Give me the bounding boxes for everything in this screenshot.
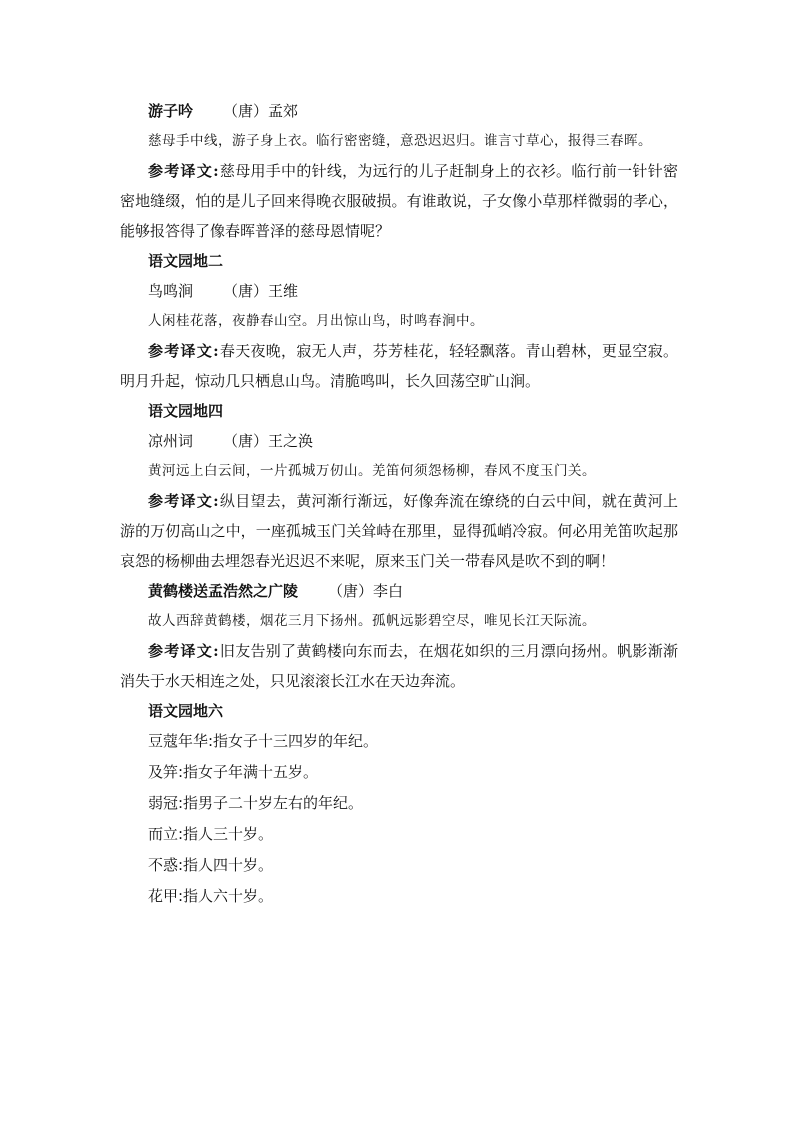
translation-label: 参考译文: (148, 162, 220, 180)
translation-label: 参考译文: (148, 492, 220, 510)
poem-author: （唐）王维 (223, 282, 299, 300)
poem-text: 黄河远上白云间，一片孤城万仞山。羌笛何须怨杨柳，春风不度玉门关。 (148, 463, 596, 479)
poem-author: （唐）李白 (328, 582, 404, 600)
poem-text: 人闲桂花落，夜静春山空。月出惊山鸟，时鸣春涧中。 (148, 313, 484, 329)
term-item: 弱冠:指男子二十岁左右的年纪。 (148, 794, 364, 812)
translation-text: 春天夜晚，寂无人声，芬芳桂花，轻轻飘落。青山碧林，更显空寂。明月升起，惊动几只栖息山鸟。清脆鸣叫，长久回荡空旷山涧。 (120, 342, 678, 390)
poem-title: 鸟鸣涧 (148, 282, 194, 300)
translation-text: 慈母用手中的针线，为远行的儿子赶制身上的衣衫。临行前一针针密密地缝缀，怕的是儿子回来得晚衣服破损。有谁敢说，子女像小草那样微弱的孝心，能够报答得了像春晖普泽的慈母恩情呢？ (120, 162, 678, 240)
poem-author: （唐）王之涣 (223, 432, 314, 450)
term-item: 豆蔻年华:指女子十三四岁的年纪。 (148, 732, 379, 750)
section-heading: 语文园地四 (148, 402, 224, 420)
poem-text: 故人西辞黄鹤楼，烟花三月下扬州。孤帆远影碧空尽，唯见长江天际流。 (148, 613, 596, 629)
poem-text: 慈母手中线，游子身上衣。临行密密缝，意恐迟迟归。谁言寸草心，报得三春晖。 (148, 133, 652, 149)
translation-label: 参考译文: (148, 342, 220, 360)
translation-text: 纵目望去，黄河渐行渐远，好像奔流在缭绕的白云中间，就在黄河上游的万仞高山之中，一座孤城玉门关耸峙在那里，显得孤峭冷寂。何必用羌笛吹起那哀怨的杨柳曲去埋怨春光迟迟不来呢，原来玉门关一带春风是吹不到的啊！ (120, 492, 678, 570)
section-heading: 语文园地六 (148, 702, 224, 720)
term-item: 及笄:指女子年满十五岁。 (148, 763, 319, 781)
poem-translation (120, 156, 678, 246)
poem-translation (120, 336, 678, 396)
term-item: 花甲:指人六十岁。 (148, 887, 274, 905)
poem-author: （唐）孟郊 (223, 102, 299, 120)
translation-label: 参考译文: (148, 642, 220, 660)
section-heading: 语文园地二 (148, 252, 224, 270)
poem-translation (120, 636, 678, 696)
term-item: 而立:指人三十岁。 (148, 825, 274, 843)
poem-title: 游子吟 (148, 102, 194, 120)
poem-title-line (120, 576, 678, 606)
poem-title: 凉州词 (148, 432, 194, 450)
poem-title-line (120, 426, 678, 456)
document-page (120, 96, 678, 912)
poem-title: 黄鹤楼送孟浩然之广陵 (148, 582, 299, 600)
poem-title-line (120, 96, 678, 126)
translation-text: 旧友告别了黄鹤楼向东而去，在烟花如织的三月漂向扬州。帆影渐渐消失于水天相连之处，只见滚滚长江水在天边奔流。 (120, 642, 678, 690)
term-item: 不惑:指人四十岁。 (148, 856, 274, 874)
poem-translation (120, 486, 678, 576)
poem-title-line (120, 276, 678, 306)
